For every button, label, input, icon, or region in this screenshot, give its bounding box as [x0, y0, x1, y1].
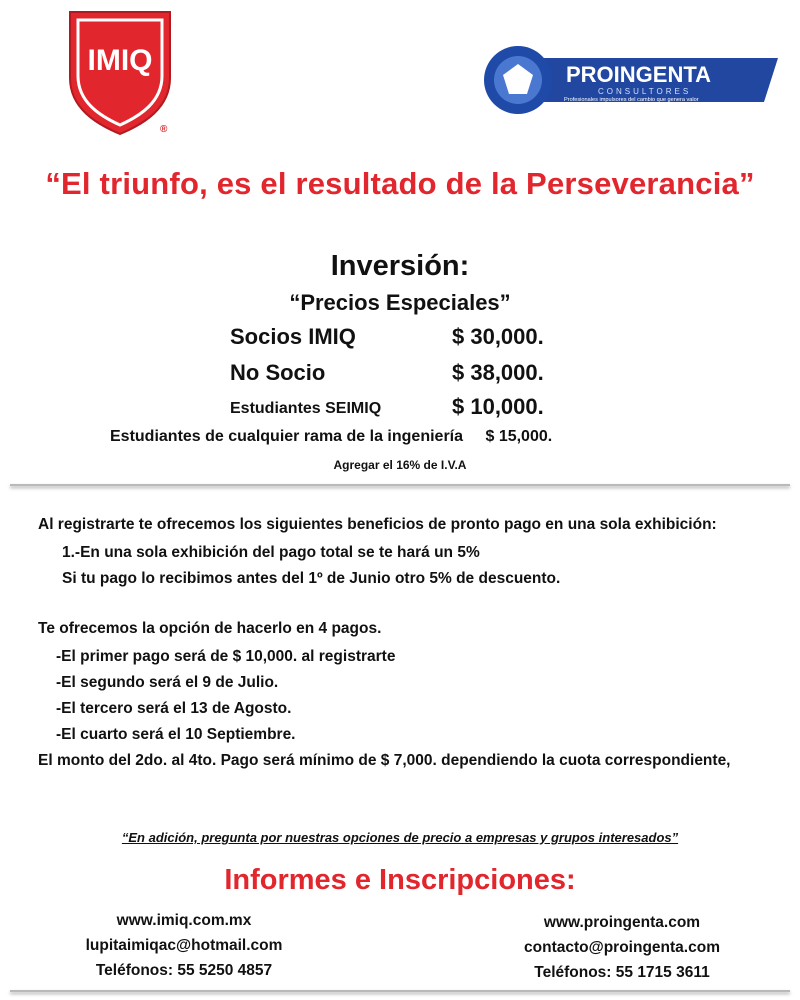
imiq-logo	[66, 8, 174, 136]
price-value: $ 15,000.	[485, 428, 553, 445]
payments-intro: Te ofrecemos la opción de hacerlo en 4 pagos.	[38, 620, 382, 637]
investment-subtitle: “Precios Especiales”	[289, 290, 511, 315]
addition-note	[0, 830, 800, 845]
divider	[10, 484, 790, 486]
payment-item: -El tercero será el 13 de Agosto.	[56, 700, 292, 717]
proingenta-name: PROINGENTA	[566, 62, 712, 87]
price-value: $ 38,000.	[452, 360, 544, 385]
payment-item: -El primer pago será de $ 10,000. al registrarte	[56, 648, 396, 665]
proingenta-website-link[interactable]: www.proingenta.com	[543, 914, 701, 931]
proingenta-email-link[interactable]: contacto@proingenta.com	[524, 939, 720, 956]
addition-text: “En adición, pregunta por nuestras opciones de precio a empresas y grupos interesados”	[121, 830, 679, 845]
price-label: No Socio	[230, 360, 326, 385]
divider	[10, 990, 790, 992]
price-label: Estudiantes de cualquier rama de la ingeniería	[110, 428, 464, 445]
price-label: Estudiantes SEIMIQ	[230, 400, 382, 417]
contact-imiq	[34, 912, 334, 987]
benefits-intro: Al registrarte te ofrecemos los siguientes beneficios de pronto pago en una sola exhibición:	[38, 516, 717, 533]
benefit-line: 1.-En una sola exhibición del pago total se te hará un 5%	[62, 544, 480, 561]
price-value: $ 10,000.	[452, 394, 544, 419]
registered-mark: ®	[160, 124, 168, 135]
informes-title: Informes e Inscripciones:	[224, 864, 576, 896]
proingenta-tagline: Profesionales impulsores del cambio que genera valor	[564, 97, 699, 103]
proingenta-sub: CONSULTORES	[598, 87, 692, 96]
imiq-website-link[interactable]: www.imiq.com.mx	[116, 912, 252, 929]
investment-title: Inversión:	[330, 250, 470, 282]
price-row-ingenieria	[110, 428, 710, 446]
price-value: $ 30,000.	[452, 324, 544, 349]
payment-item: -El segundo será el 9 de Julio.	[56, 674, 279, 691]
contact-proingenta	[472, 914, 772, 989]
proingenta-logo	[478, 44, 778, 116]
imiq-phone: Teléfonos: 55 5250 4857	[95, 962, 273, 979]
imiq-logo-text: IMIQ	[87, 44, 153, 77]
proingenta-phone: Teléfonos: 55 1715 3611	[534, 964, 710, 981]
payment-item: -El cuarto será el 10 Septiembre.	[56, 726, 296, 743]
benefit-line: Si tu pago lo recibimos antes del 1º de Junio otro 5% de descuento.	[62, 570, 561, 587]
imiq-email-link[interactable]: lupitaimiqac@hotmail.com	[85, 937, 283, 954]
iva-note: Agregar el 16% de I.V.A	[333, 458, 467, 472]
slogan: “El triunfo, es el resultado de la Perseverancia”	[45, 166, 755, 201]
price-label: Socios IMIQ	[230, 324, 356, 349]
payments-monto: El monto del 2do. al 4to. Pago será mínimo de $ 7,000. dependiendo la cuota correspondiente,	[38, 752, 731, 769]
